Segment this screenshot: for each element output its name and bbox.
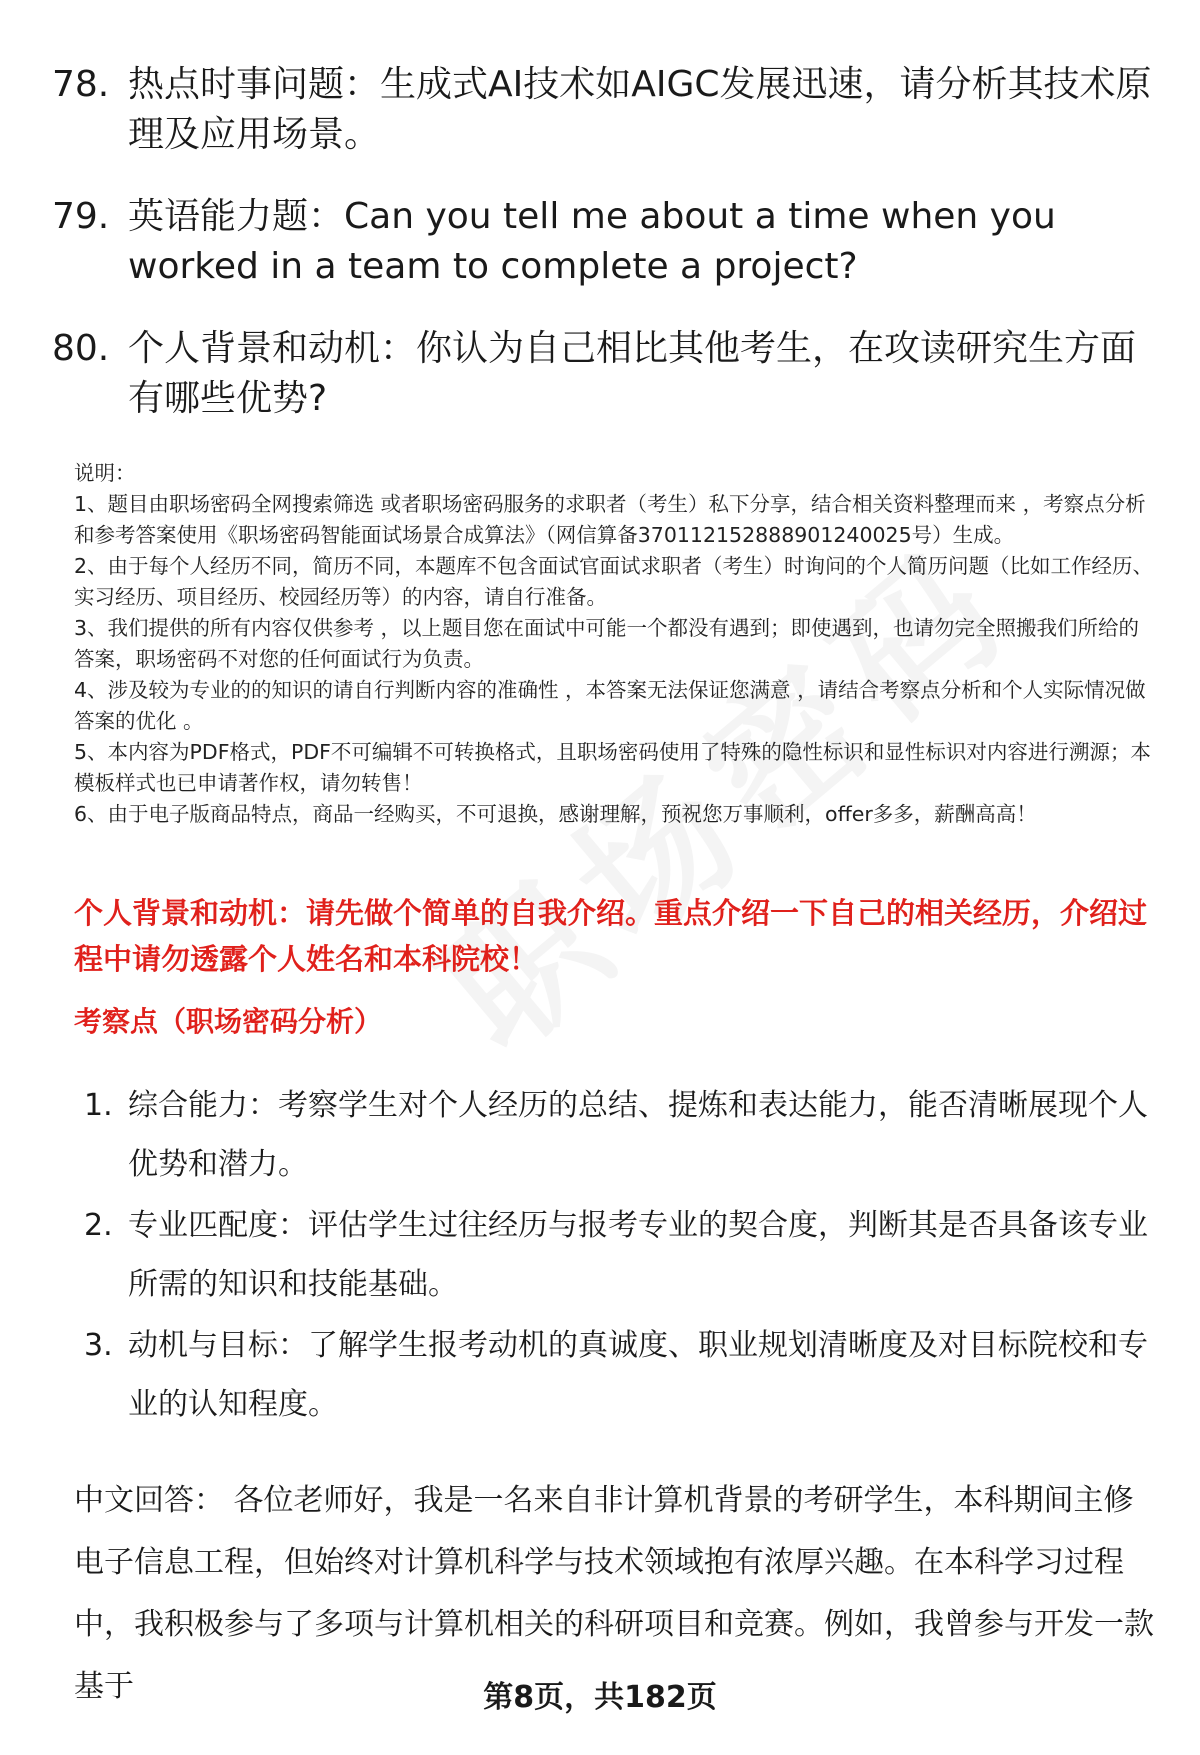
list-item-text: 专业匹配度：评估学生过往经历与报考专业的契合度，判断其是否具备该专业所需的知识和技能基础。 (128, 1208, 1148, 1302)
question-78 (52, 60, 1152, 160)
page-footer: 第8页，共182页 (483, 1680, 717, 1715)
answer-paragraph: 中文回答： 各位老师好，我是一名来自非计算机背景的考研学生，本科期间主修电子信息工程，但始终对计算机科学与技术领域抱有浓厚兴趣。在本科学习过程中，我积极参与了多项与计算机相关的科研项目和竞赛。例如，我曾参与开发一款基于 (74, 1483, 1154, 1704)
note-item: 3、我们提供的所有内容仅供参考 ，以上题目您在面试中可能一个都没有遇到；即使遇到，也请勿完全照搬我们所给的答案，职场密码不对您的任何面试行为负责。 (74, 616, 1140, 671)
question-text: 个人背景和动机：你认为自己相比其他考生，在攻读研究生方面有哪些优势? (128, 328, 1137, 419)
list-item-text: 动机与目标：了解学生报考动机的真诚度、职业规划清晰度及对目标院校和专业的认知程度。 (128, 1328, 1148, 1422)
note-item: 4、涉及较为专业的的知识的请自行判断内容的准确性 ，本答案无法保证您满意 ，请结合考察点分析和个人实际情况做答案的优化 。 (74, 678, 1146, 733)
analysis-list (84, 1076, 1164, 1436)
question-text: 英语能力题：Can you tell me about a time when you worked in a team to complete a project? (128, 196, 1056, 287)
list-item-number: 1. (84, 1088, 113, 1123)
list-item (84, 1316, 1164, 1434)
notes-block (74, 458, 1154, 830)
question-number: 80. (52, 328, 110, 369)
question-number: 78. (52, 64, 110, 105)
note-item: 6、由于电子版商品特点，商品一经购买，不可退换，感谢理解，预祝您万事顺利，offer多多，薪酬高高！ (74, 802, 1037, 826)
analysis-title: 考察点（职场密码分析） (74, 1005, 383, 1038)
question-number: 79. (52, 196, 110, 237)
note-item: 2、由于每个人经历不同，简历不同，本题库不包含面试官面试求职者（考生）时询问的个人简历问题（比如工作经历、实习经历、项目经历、校园经历等）的内容，请自行准备。 (74, 554, 1154, 609)
question-80 (52, 324, 1152, 424)
list-item-number: 3. (84, 1328, 113, 1363)
list-item (84, 1196, 1164, 1314)
note-item: 1、题目由职场密码全网搜索筛选 或者职场密码服务的求职者（考生）私下分享，结合相关资料整理而来 ，考察点分析和参考答案使用《职场密码智能面试场景合成算法》（网信算备370112152888901240025号）生成。 (74, 492, 1146, 547)
section-title: 个人背景和动机：请先做个简单的自我介绍。重点介绍一下自己的相关经历，介绍过程中请勿透露个人姓名和本科院校！ (74, 896, 1148, 976)
list-item-number: 2. (84, 1208, 113, 1243)
list-item (84, 1076, 1164, 1194)
notes-title: 说明： (74, 461, 136, 485)
question-text: 热点时事问题：生成式AI技术如AIGC发展迅速，请分析其技术原理及应用场景。 (128, 64, 1152, 155)
note-item: 5、本内容为PDF格式，PDF不可编辑不可转换格式，且职场密码使用了特殊的隐性标识和显性标识对内容进行溯源；本模板样式也已申请著作权，请勿转售！ (74, 740, 1151, 795)
question-79 (52, 192, 1152, 292)
list-item-text: 综合能力：考察学生对个人经历的总结、提炼和表达能力，能否清晰展现个人优势和潜力。 (128, 1088, 1148, 1182)
